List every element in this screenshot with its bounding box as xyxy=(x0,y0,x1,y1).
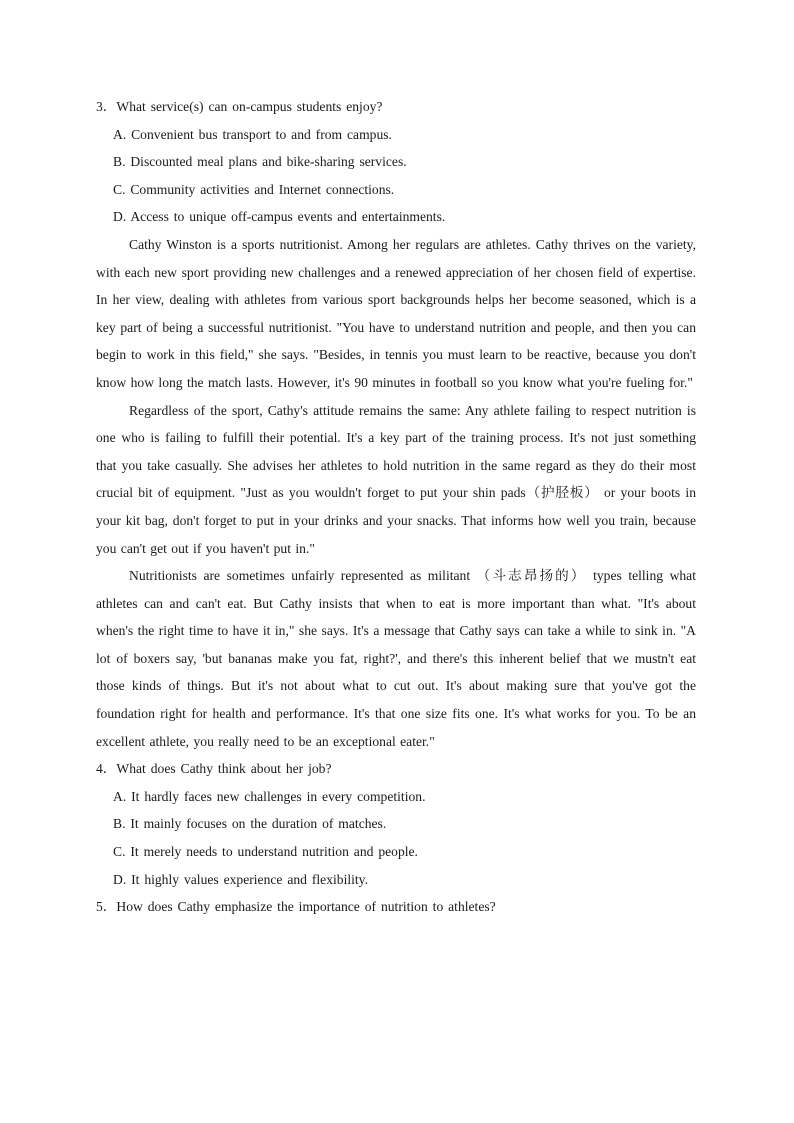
question-3-option-a: A. Convenient bus transport to and from campus. xyxy=(113,126,392,142)
passage-paragraph-3: Nutritionists are sometimes unfairly represented as militant （斗志昂扬的） types telling what athletes can and can't eat. But Cathy insists that when to eat is more important than what. "It's about when's the right time to have it in," she says. It's a message that Cathy says can take a while to sink in. "A lot of boxers say, 'but bananas make you fat, right?', and there's this inherent belief that we mustn't eat those kinds of things. But it's not about what to cut out. It's about making sure that you've got the foundation right for health and performance. It's that one size fits one. It's what works for you. To be an excellent athlete, you really need to be an exceptional eater." xyxy=(96,568,696,749)
question-3-option-b: B. Discounted meal plans and bike-sharing services. xyxy=(113,154,407,170)
question-4-option-c: C. It merely needs to understand nutrition and people. xyxy=(113,844,418,860)
question-4-option-d: D. It highly values experience and flexibility. xyxy=(113,871,368,887)
question-3-option-d: D. Access to unique off-campus events and entertainments. xyxy=(113,209,446,225)
question-4-option-a: A. It hardly faces new challenges in every competition. xyxy=(113,788,426,804)
question-3-option-c: C. Community activities and Internet connections. xyxy=(113,181,395,197)
question-3-stem: 3．What service(s) can on-campus students enjoy? xyxy=(96,99,383,114)
question-4-option-b: B. It mainly focuses on the duration of matches. xyxy=(113,816,387,832)
passage-paragraph-1: Cathy Winston is a sports nutritionist. Among her regulars are athletes. Cathy thrives on the variety, with each new sport providing new challenges and a renewed appreciation of her chosen field of expertise. In her view, dealing with athletes from various sport backgrounds helps her become seasoned, which is a key part of being a successful nutritionist. "You have to understand nutrition and people, and then you can begin to work in this field," she says. "Besides, in tennis you must learn to be reactive, because you don't know how long the match lasts. However, it's 90 minutes in football so you know what you're fueling for." xyxy=(96,236,696,390)
question-4-stem: 4．What does Cathy think about her job? xyxy=(96,761,332,777)
passage-paragraph-2: Regardless of the sport, Cathy's attitude remains the same: Any athlete failing to respect nutrition is one who is failing to fulfill their potential. It's a key part of the training process. It's not just something that you take casually. She advises her athletes to hold nutrition in the same regard as they do their most crucial bit of equipment. "Just as you wouldn't forget to put your shin pads（护胫板） or your boots in your kit bag, don't forget to put in your drinks and your snacks. That informs how well you train, because you can't get out if you haven't put in." xyxy=(96,402,696,556)
document-page xyxy=(96,93,696,921)
question-5-stem: 5．How does Cathy emphasize the importance of nutrition to athletes? xyxy=(96,899,496,915)
